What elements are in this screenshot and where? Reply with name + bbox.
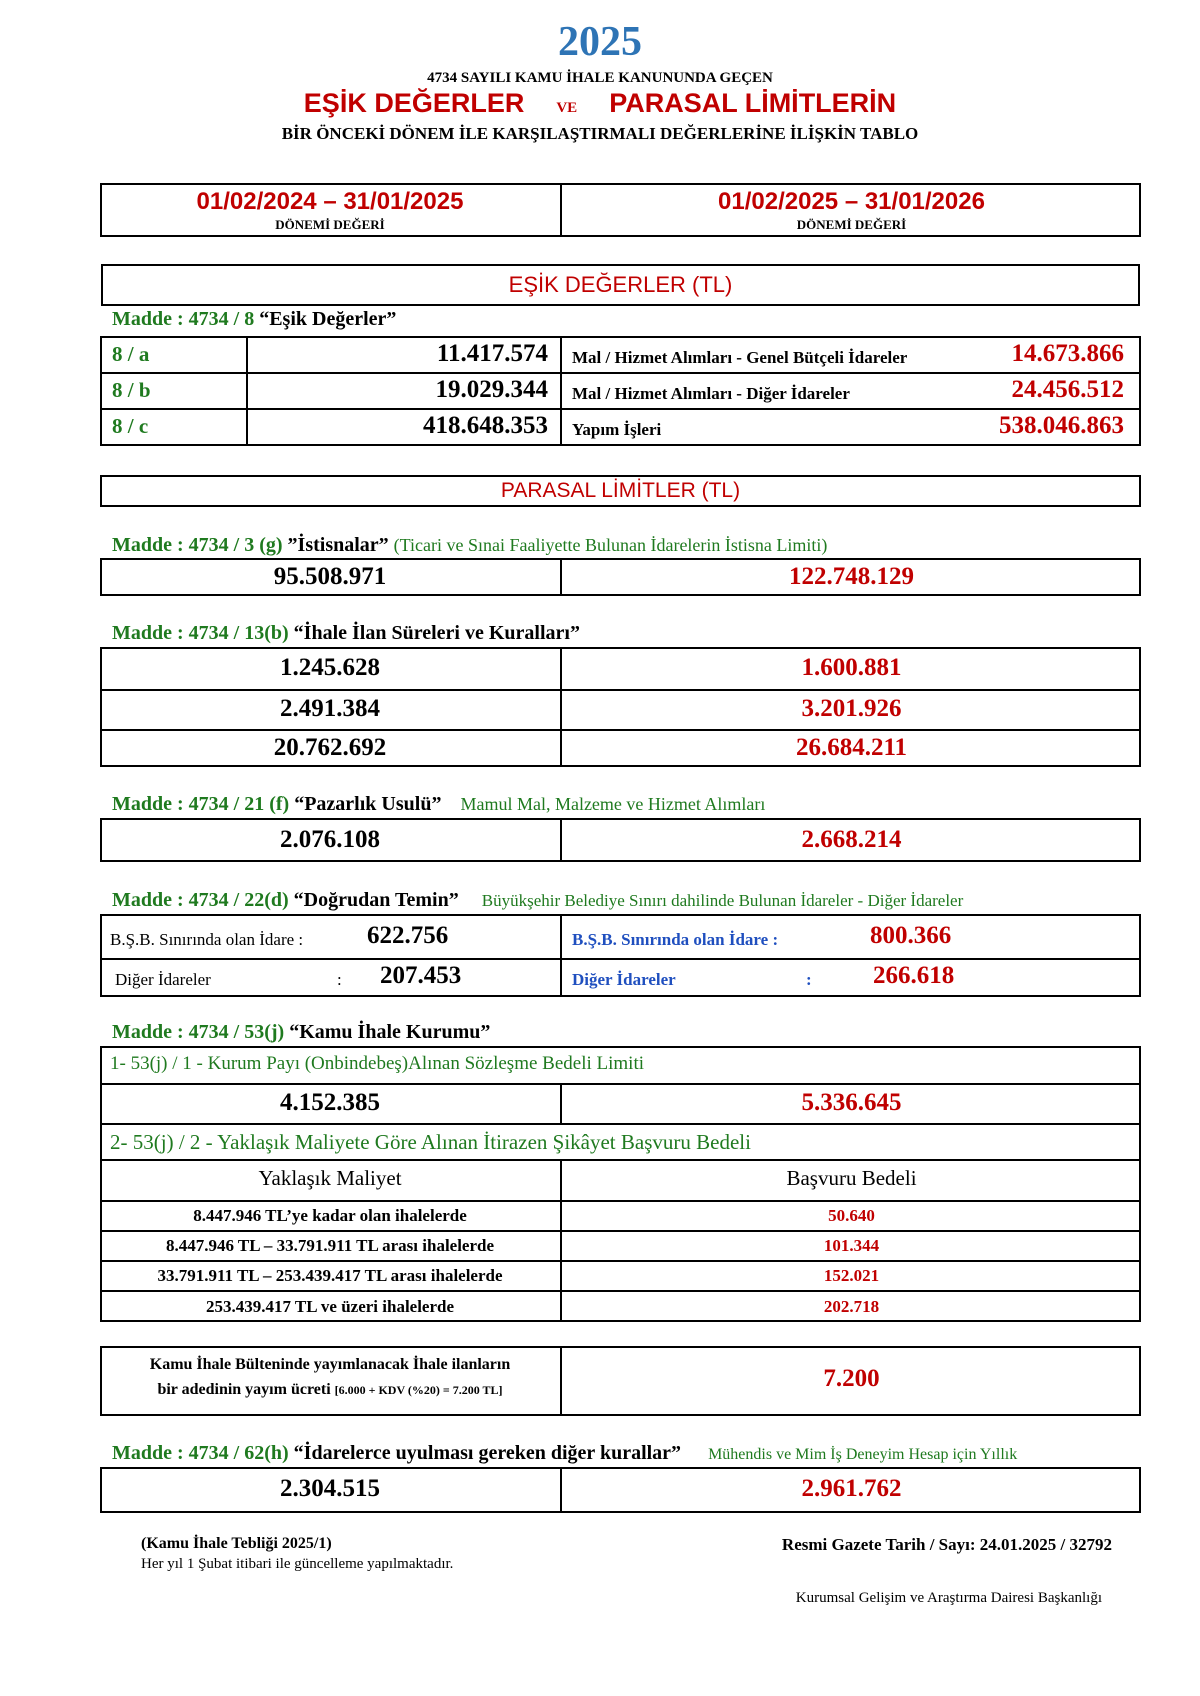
- bulten-value: 7.200: [823, 1365, 880, 1392]
- esik-new-a: 14.673.866: [1011, 340, 1124, 367]
- bulten-line2: bir adedinin yayım ücreti: [157, 1381, 331, 1398]
- esik-old-c: 418.648.353: [423, 412, 548, 439]
- period-new-label: DÖNEMİ DEĞERİ: [796, 217, 907, 232]
- madde-8-prefix: Madde : 4734 / 8: [112, 308, 255, 330]
- madde-3g-title: ”İstisnalar”: [287, 534, 389, 556]
- diger-new-colon: :: [806, 970, 812, 989]
- madde-3g-new: 122.748.129: [789, 563, 914, 590]
- madde-62h-note: Mühendis ve Mim İş Deneyim Hesap için Yıllık: [708, 1446, 1018, 1463]
- madde-8-title: “Eşik Değerler”: [259, 308, 397, 330]
- bsb-old-value: 622.756: [367, 922, 449, 949]
- esik-code-c: 8 / c: [112, 414, 149, 438]
- year-title: 2025: [558, 19, 642, 65]
- madde-22d-prefix: Madde : 4734 / 22(d): [112, 889, 289, 911]
- esik-old-b: 19.029.344: [435, 376, 548, 403]
- fee-value-4: 202.718: [823, 1297, 880, 1316]
- bsb-new-label: B.Ş.B. Sınırında olan İdare :: [572, 930, 779, 949]
- madde-21f-old: 2.076.108: [280, 826, 380, 853]
- fee-range-4: 253.439.417 TL ve üzeri ihalelerde: [205, 1297, 455, 1316]
- madde-53j-title: “Kamu İhale Kurumu”: [289, 1021, 491, 1043]
- madde-13b-new-1: 1.600.881: [801, 654, 902, 681]
- esik-desc-c: Yapım İşleri: [572, 420, 662, 439]
- title-parasal: PARASAL LİMİTLERİN: [609, 88, 897, 118]
- madde-62h-title: “İdarelerce uyulması gereken diğer kurallar”: [293, 1442, 682, 1464]
- esik-desc-b: Mal / Hizmet Alımları - Diğer İdareler: [572, 384, 850, 403]
- madde-21f-heading: [112, 793, 765, 816]
- madde-3g-heading: [112, 534, 827, 557]
- title-esik: EŞİK DEĞERLER: [303, 88, 525, 118]
- bulten-line1: Kamu İhale Bülteninde yayımlanacak İhale ilanların: [149, 1356, 511, 1373]
- esik-code-a: 8 / a: [112, 342, 150, 366]
- madde-13b-new-3: 26.684.211: [795, 734, 908, 761]
- bulten-line2-wrap: [100, 1381, 560, 1399]
- footer-teblig: (Kamu İhale Tebliği 2025/1): [141, 1535, 332, 1552]
- header-title: [0, 88, 1200, 119]
- footer-update: Her yıl 1 Şubat itibari ile güncelleme yapılmaktadır.: [141, 1556, 454, 1572]
- madde-8-heading: [112, 308, 396, 331]
- madde-62h-new: 2.961.762: [801, 1475, 902, 1502]
- bulten-calc: [6.000 + KDV (%20) = 7.200 TL]: [334, 1383, 503, 1397]
- diger-new-value: 266.618: [873, 962, 955, 989]
- header-subtitle: BİR ÖNCEKİ DÖNEM İLE KARŞILAŞTIRMALI DEĞERLERİNE İLİŞKİN TABLO: [281, 124, 919, 143]
- madde-22d-heading: [112, 889, 963, 912]
- period-new: 01/02/2025 – 31/01/2026: [718, 188, 985, 215]
- fee-range-1: 8.447.946 TL’ye kadar olan ihalelerde: [193, 1206, 467, 1225]
- period-old-label: DÖNEMİ DEĞERİ: [275, 217, 385, 232]
- madde-62h-heading: [112, 1442, 1017, 1465]
- madde-13b-title: “İhale İlan Süreleri ve Kuralları”: [293, 622, 580, 644]
- footer-gazete: Resmi Gazete Tarih / Sayı: 24.01.2025 / 32792: [781, 1535, 1112, 1554]
- esik-section-title: EŞİK DEĞERLER (TL): [508, 272, 733, 297]
- esik-code-b: 8 / b: [112, 378, 151, 402]
- fee-range-2: 8.447.946 TL – 33.791.911 TL arası ihalelerde: [165, 1236, 495, 1255]
- fee-value-3: 152.021: [823, 1266, 880, 1285]
- madde-13b-old-3: 20.762.692: [273, 734, 387, 761]
- madde-13b-old-2: 2.491.384: [280, 695, 380, 722]
- diger-old-value: 207.453: [380, 962, 462, 989]
- parasal-section-title: PARASAL LİMİTLER (TL): [500, 479, 741, 502]
- diger-old-label: Diğer İdareler: [115, 970, 211, 989]
- title-ve: VE: [556, 100, 578, 116]
- col-basvuru-bedeli: Başvuru Bedeli: [786, 1166, 917, 1190]
- esik-desc-a: Mal / Hizmet Alımları - Genel Bütçeli İdareler: [572, 348, 908, 367]
- bsb-old-label: B.Ş.B. Sınırında olan İdare :: [110, 930, 304, 949]
- diger-old-colon: :: [337, 970, 342, 989]
- madde-13b-old-1: 1.245.628: [280, 654, 380, 681]
- footer-dept: Kurumsal Gelişim ve Araştırma Dairesi Başkanlığı: [795, 1590, 1102, 1606]
- madde-3g-note: (Ticari ve Sınai Faaliyette Bulunan İdarelerin İstisna Limiti): [393, 535, 828, 555]
- madde-3g-prefix: Madde : 4734 / 3 (g): [112, 534, 283, 556]
- madde-62h-prefix: Madde : 4734 / 62(h): [112, 1442, 289, 1464]
- fee-range-3: 33.791.911 TL – 253.439.417 TL arası ihalelerde: [157, 1266, 503, 1285]
- madde-53j-sub1: 1- 53(j) / 1 - Kurum Payı (Onbindebeş)Alınan Sözleşme Bedeli Limiti: [110, 1053, 645, 1074]
- diger-new-label: Diğer İdareler: [572, 970, 676, 989]
- esik-new-c: 538.046.863: [999, 412, 1124, 439]
- madde-21f-prefix: Madde : 4734 / 21 (f): [112, 793, 290, 815]
- madde-62h-old: 2.304.515: [280, 1475, 380, 1502]
- madde-53j-sub2: 2- 53(j) / 2 - Yaklaşık Maliyete Göre Alınan İtirazen Şikâyet Başvuru Bedeli: [110, 1130, 751, 1154]
- madde-21f-note: Mamul Mal, Malzeme ve Hizmet Alımları: [460, 794, 766, 814]
- madde-21f-new: 2.668.214: [801, 826, 902, 853]
- madde-53j-old: 4.152.385: [280, 1089, 380, 1116]
- madde-53j-heading: [112, 1021, 490, 1044]
- madde-3g-old: 95.508.971: [273, 563, 387, 590]
- bsb-new-value: 800.366: [870, 922, 952, 949]
- header-line1: 4734 SAYILI KAMU İHALE KANUNUNDA GEÇEN: [427, 70, 773, 86]
- fee-value-1: 50.640: [828, 1206, 875, 1225]
- madde-22d-title: “Doğrudan Temin”: [293, 889, 459, 911]
- madde-13b-new-2: 3.201.926: [801, 695, 902, 722]
- esik-new-b: 24.456.512: [1011, 376, 1124, 403]
- madde-53j-prefix: Madde : 4734 / 53(j): [112, 1021, 285, 1043]
- fee-value-2: 101.344: [823, 1236, 880, 1255]
- esik-old-a: 11.417.574: [436, 340, 548, 367]
- madde-21f-title: “Pazarlık Usulü”: [294, 793, 442, 815]
- madde-13b-prefix: Madde : 4734 / 13(b): [112, 622, 289, 644]
- col-yaklasik-maliyet: Yaklaşık Maliyet: [258, 1166, 402, 1190]
- period-old: 01/02/2024 – 31/01/2025: [196, 188, 464, 215]
- madde-53j-new: 5.336.645: [801, 1089, 902, 1116]
- madde-22d-note: Büyükşehir Belediye Sınırı dahilinde Bulunan İdareler - Diğer İdareler: [481, 891, 964, 910]
- madde-13b-heading: [112, 622, 580, 645]
